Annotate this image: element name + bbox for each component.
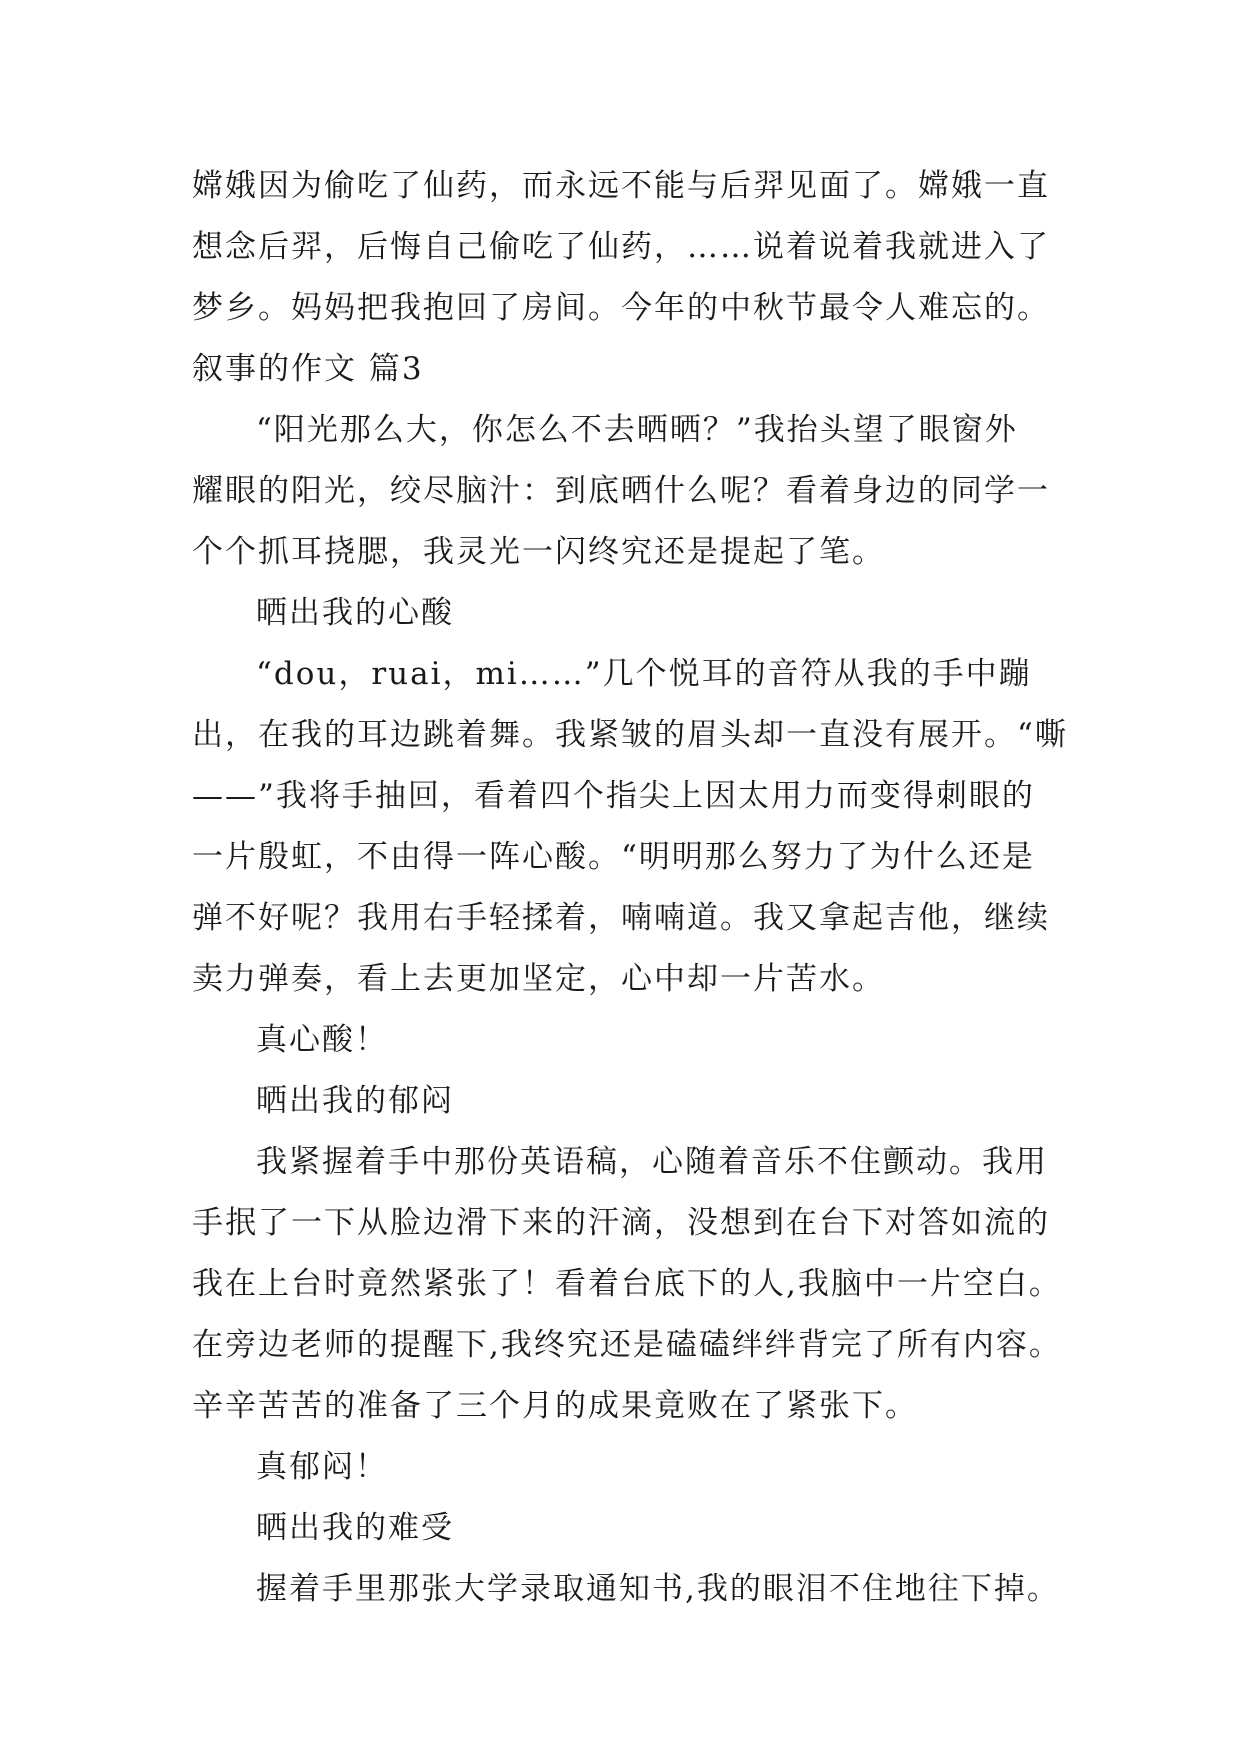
document-body xyxy=(192,156,1072,1620)
text-line: 我在上台时竟然紧张了！看着台底下的人,我脑中一片空白。 xyxy=(192,1266,1062,1302)
text-line: 弹不好呢？我用右手轻揉着，喃喃道。我又拿起吉他，继续 xyxy=(192,900,1050,936)
text-line: 耀眼的阳光，绞尽脑汁：到底晒什么呢？看着身边的同学一 xyxy=(192,473,1050,509)
text-line: 手抿了一下从脸边滑下来的汗滴，没想到在台下对答如流的 xyxy=(192,1205,1050,1241)
text-line: 嫦娥因为偷吃了仙药，而永远不能与后羿见面了。嫦娥一直 xyxy=(192,168,1050,204)
exclamation-line: 真心酸！ xyxy=(256,1022,388,1058)
subheading: 晒出我的郁闷 xyxy=(256,1083,454,1119)
text-line: ——”我将手抽回，看着四个指尖上因太用力而变得刺眼的 xyxy=(192,778,1035,814)
text-line: 梦乡。妈妈把我抱回了房间。今年的中秋节最令人难忘的。 xyxy=(192,290,1050,326)
paragraph-start: 握着手里那张大学录取通知书,我的眼泪不住地往下掉。 xyxy=(256,1571,1060,1607)
subheading: 晒出我的难受 xyxy=(256,1510,454,1546)
text-line: 在旁边老师的提醒下,我终究还是磕磕绊绊背完了所有内容。 xyxy=(192,1327,1062,1363)
text-line: 卖力弹奏，看上去更加坚定，心中却一片苦水。 xyxy=(192,961,885,997)
paragraph-start: “dou，ruai，mi……”几个悦耳的音符从我的手中蹦 xyxy=(256,656,1032,692)
text-line: 个个抓耳挠腮，我灵光一闪终究还是提起了笔。 xyxy=(192,534,885,570)
text-line: 辛辛苦苦的准备了三个月的成果竟败在了紧张下。 xyxy=(192,1388,918,1424)
text-line: 一片殷虹，不由得一阵心酸。“明明那么努力了为什么还是 xyxy=(192,839,1035,875)
paragraph-start: 我紧握着手中那份英语稿，心随着音乐不住颤动。我用 xyxy=(256,1144,1048,1180)
text-line: 想念后羿，后悔自己偷吃了仙药，……说着说着我就进入了 xyxy=(192,229,1050,265)
paragraph-start: “阳光那么大，你怎么不去晒晒？”我抬头望了眼窗外 xyxy=(256,412,1018,448)
subheading: 晒出我的心酸 xyxy=(256,595,454,631)
text-line: 出，在我的耳边跳着舞。我紧皱的眉头却一直没有展开。“嘶 xyxy=(192,717,1068,753)
exclamation-line: 真郁闷！ xyxy=(256,1449,388,1485)
section-heading: 叙事的作文 篇3 xyxy=(192,351,424,387)
